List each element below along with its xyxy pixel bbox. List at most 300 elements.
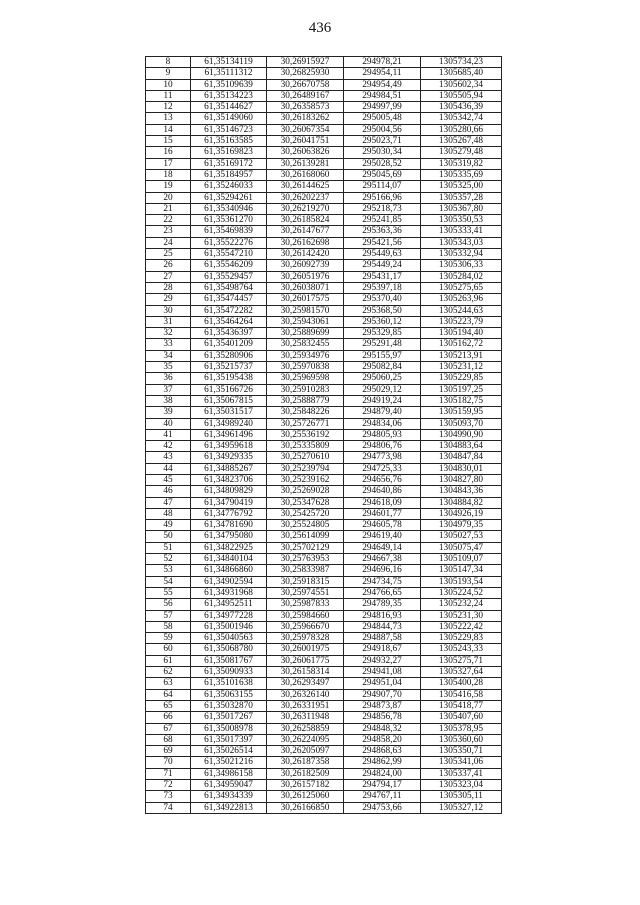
- point-number-cell: 20: [146, 192, 191, 203]
- x-coordinate-cell: 295029,12: [344, 384, 421, 395]
- longitude-cell: 30,25966670: [267, 621, 344, 632]
- latitude-cell: 61,35547210: [191, 249, 267, 260]
- latitude-cell: 61,35169172: [191, 158, 267, 169]
- point-number-cell: 42: [146, 441, 191, 452]
- table-row: [146, 542, 502, 553]
- longitude-cell: 30,26001975: [267, 644, 344, 655]
- table-row: [146, 249, 502, 260]
- table-row: [146, 181, 502, 192]
- y-coordinate-cell: 1305305,11: [421, 791, 502, 802]
- x-coordinate-cell: 295363,36: [344, 226, 421, 237]
- longitude-cell: 30,25269028: [267, 486, 344, 497]
- table-row: [146, 474, 502, 485]
- latitude-cell: 61,35101638: [191, 678, 267, 689]
- table-row: [146, 554, 502, 565]
- table-row: [146, 79, 502, 90]
- table-row: [146, 599, 502, 610]
- x-coordinate-cell: 295030,34: [344, 147, 421, 158]
- table-row: [146, 746, 502, 757]
- longitude-cell: 30,26125060: [267, 791, 344, 802]
- point-number-cell: 67: [146, 723, 191, 734]
- y-coordinate-cell: 1305194,40: [421, 328, 502, 339]
- y-coordinate-cell: 1304884,82: [421, 497, 502, 508]
- table-row: [146, 147, 502, 158]
- point-number-cell: 63: [146, 678, 191, 689]
- y-coordinate-cell: 1304926,19: [421, 508, 502, 519]
- table-row: [146, 689, 502, 700]
- longitude-cell: 30,26670758: [267, 79, 344, 90]
- table-row: [146, 418, 502, 429]
- x-coordinate-cell: 295060,25: [344, 373, 421, 384]
- x-coordinate-cell: 294907,70: [344, 689, 421, 700]
- x-coordinate-cell: 295421,56: [344, 237, 421, 248]
- longitude-cell: 30,26224095: [267, 734, 344, 745]
- point-number-cell: 10: [146, 79, 191, 90]
- y-coordinate-cell: 1304830,01: [421, 463, 502, 474]
- longitude-cell: 30,26205097: [267, 746, 344, 757]
- y-coordinate-cell: 1304843,36: [421, 486, 502, 497]
- longitude-cell: 30,25702129: [267, 542, 344, 553]
- latitude-cell: 61,34885267: [191, 463, 267, 474]
- longitude-cell: 30,26144625: [267, 181, 344, 192]
- table-row: [146, 621, 502, 632]
- point-number-cell: 46: [146, 486, 191, 497]
- latitude-cell: 61,35090933: [191, 667, 267, 678]
- point-number-cell: 54: [146, 576, 191, 587]
- y-coordinate-cell: 1305182,75: [421, 395, 502, 406]
- y-coordinate-cell: 1305378,95: [421, 723, 502, 734]
- y-coordinate-cell: 1305159,95: [421, 407, 502, 418]
- point-number-cell: 43: [146, 452, 191, 463]
- x-coordinate-cell: 294794,17: [344, 780, 421, 791]
- x-coordinate-cell: 295431,17: [344, 271, 421, 282]
- table-row: [146, 667, 502, 678]
- longitude-cell: 30,26162698: [267, 237, 344, 248]
- y-coordinate-cell: 1305685,40: [421, 68, 502, 79]
- x-coordinate-cell: 294844,73: [344, 621, 421, 632]
- latitude-cell: 61,35068780: [191, 644, 267, 655]
- latitude-cell: 61,35017397: [191, 734, 267, 745]
- y-coordinate-cell: 1305275,65: [421, 282, 502, 293]
- table-row: [146, 169, 502, 180]
- latitude-cell: 61,35111312: [191, 68, 267, 79]
- longitude-cell: 30,25970838: [267, 362, 344, 373]
- y-coordinate-cell: 1305341,06: [421, 757, 502, 768]
- latitude-cell: 61,35529457: [191, 271, 267, 282]
- point-number-cell: 28: [146, 282, 191, 293]
- page-number: 436: [308, 20, 332, 36]
- point-number-cell: 57: [146, 610, 191, 621]
- y-coordinate-cell: 1305319,82: [421, 158, 502, 169]
- table-row: [146, 260, 502, 271]
- latitude-cell: 61,35498764: [191, 282, 267, 293]
- longitude-cell: 30,25974551: [267, 587, 344, 598]
- x-coordinate-cell: 294618,09: [344, 497, 421, 508]
- longitude-cell: 30,26063826: [267, 147, 344, 158]
- point-number-cell: 11: [146, 90, 191, 101]
- y-coordinate-cell: 1305342,74: [421, 113, 502, 124]
- y-coordinate-cell: 1305093,70: [421, 418, 502, 429]
- point-number-cell: 52: [146, 554, 191, 565]
- x-coordinate-cell: 294773,98: [344, 452, 421, 463]
- y-coordinate-cell: 1305325,00: [421, 181, 502, 192]
- latitude-cell: 61,35436397: [191, 328, 267, 339]
- table-row: [146, 350, 502, 361]
- table-row: [146, 395, 502, 406]
- point-number-cell: 25: [146, 249, 191, 260]
- point-number-cell: 58: [146, 621, 191, 632]
- point-number-cell: 74: [146, 802, 191, 813]
- point-number-cell: 41: [146, 429, 191, 440]
- y-coordinate-cell: 1305416,58: [421, 689, 502, 700]
- y-coordinate-cell: 1305193,54: [421, 576, 502, 587]
- point-number-cell: 59: [146, 633, 191, 644]
- x-coordinate-cell: 294856,78: [344, 712, 421, 723]
- latitude-cell: 61,35032870: [191, 700, 267, 711]
- x-coordinate-cell: 294918,67: [344, 644, 421, 655]
- table-row: [146, 497, 502, 508]
- x-coordinate-cell: 294862,99: [344, 757, 421, 768]
- longitude-cell: 30,26311948: [267, 712, 344, 723]
- latitude-cell: 61,35031517: [191, 407, 267, 418]
- y-coordinate-cell: 1305197,25: [421, 384, 502, 395]
- x-coordinate-cell: 294766,65: [344, 587, 421, 598]
- longitude-cell: 30,25425720: [267, 508, 344, 519]
- point-number-cell: 47: [146, 497, 191, 508]
- longitude-cell: 30,26158314: [267, 667, 344, 678]
- table-row: [146, 68, 502, 79]
- longitude-cell: 30,26183262: [267, 113, 344, 124]
- table-row: [146, 407, 502, 418]
- longitude-cell: 30,26219270: [267, 203, 344, 214]
- latitude-cell: 61,35522276: [191, 237, 267, 248]
- x-coordinate-cell: 295005,48: [344, 113, 421, 124]
- latitude-cell: 61,35063155: [191, 689, 267, 700]
- latitude-cell: 61,35169823: [191, 147, 267, 158]
- y-coordinate-cell: 1305418,77: [421, 700, 502, 711]
- table-row: [146, 802, 502, 813]
- longitude-cell: 30,26067354: [267, 124, 344, 135]
- point-number-cell: 31: [146, 316, 191, 327]
- longitude-cell: 30,25347628: [267, 497, 344, 508]
- y-coordinate-cell: 1305333,41: [421, 226, 502, 237]
- point-number-cell: 45: [146, 474, 191, 485]
- point-number-cell: 34: [146, 350, 191, 361]
- x-coordinate-cell: 295368,50: [344, 305, 421, 316]
- longitude-cell: 30,25969598: [267, 373, 344, 384]
- latitude-cell: 61,35067815: [191, 395, 267, 406]
- y-coordinate-cell: 1305367,80: [421, 203, 502, 214]
- table-row: [146, 486, 502, 497]
- x-coordinate-cell: 294997,99: [344, 102, 421, 113]
- table-row: [146, 226, 502, 237]
- longitude-cell: 30,25934976: [267, 350, 344, 361]
- longitude-cell: 30,26142420: [267, 249, 344, 260]
- latitude-cell: 61,34809829: [191, 486, 267, 497]
- point-number-cell: 70: [146, 757, 191, 768]
- table-row: [146, 203, 502, 214]
- table-row: [146, 441, 502, 452]
- x-coordinate-cell: 295241,85: [344, 215, 421, 226]
- table-row: [146, 90, 502, 101]
- x-coordinate-cell: 294951,04: [344, 678, 421, 689]
- latitude-cell: 61,34866860: [191, 565, 267, 576]
- latitude-cell: 61,34931968: [191, 587, 267, 598]
- point-number-cell: 19: [146, 181, 191, 192]
- table-row: [146, 316, 502, 327]
- point-number-cell: 18: [146, 169, 191, 180]
- y-coordinate-cell: 1305360,60: [421, 734, 502, 745]
- y-coordinate-cell: 1305027,53: [421, 531, 502, 542]
- x-coordinate-cell: 294978,21: [344, 57, 421, 68]
- y-coordinate-cell: 1305327,64: [421, 667, 502, 678]
- longitude-cell: 30,25987833: [267, 599, 344, 610]
- latitude-cell: 61,35026514: [191, 746, 267, 757]
- longitude-cell: 30,25978328: [267, 633, 344, 644]
- longitude-cell: 30,25536192: [267, 429, 344, 440]
- x-coordinate-cell: 294767,11: [344, 791, 421, 802]
- latitude-cell: 61,34929335: [191, 452, 267, 463]
- latitude-cell: 61,35280906: [191, 350, 267, 361]
- latitude-cell: 61,34922813: [191, 802, 267, 813]
- longitude-cell: 30,26326140: [267, 689, 344, 700]
- table-row: [146, 644, 502, 655]
- x-coordinate-cell: 294667,38: [344, 554, 421, 565]
- x-coordinate-cell: 294734,75: [344, 576, 421, 587]
- table-row: [146, 757, 502, 768]
- x-coordinate-cell: 294605,78: [344, 520, 421, 531]
- coordinates-table: [145, 56, 502, 814]
- latitude-cell: 61,35017267: [191, 712, 267, 723]
- y-coordinate-cell: 1305109,07: [421, 554, 502, 565]
- point-number-cell: 27: [146, 271, 191, 282]
- coordinates-table-body: [146, 57, 502, 814]
- y-coordinate-cell: 1305232,24: [421, 599, 502, 610]
- point-number-cell: 24: [146, 237, 191, 248]
- table-row: [146, 124, 502, 135]
- longitude-cell: 30,25524805: [267, 520, 344, 531]
- longitude-cell: 30,25918315: [267, 576, 344, 587]
- x-coordinate-cell: 295370,40: [344, 294, 421, 305]
- y-coordinate-cell: 1304990,90: [421, 429, 502, 440]
- y-coordinate-cell: 1305284,02: [421, 271, 502, 282]
- table-row: [146, 282, 502, 293]
- latitude-cell: 61,35081767: [191, 655, 267, 666]
- y-coordinate-cell: 1305343,03: [421, 237, 502, 248]
- longitude-cell: 30,26051976: [267, 271, 344, 282]
- x-coordinate-cell: 294619,40: [344, 531, 421, 542]
- y-coordinate-cell: 1305323,04: [421, 780, 502, 791]
- y-coordinate-cell: 1305229,83: [421, 633, 502, 644]
- y-coordinate-cell: 1305337,41: [421, 768, 502, 779]
- x-coordinate-cell: 295045,69: [344, 169, 421, 180]
- longitude-cell: 30,26489167: [267, 90, 344, 101]
- y-coordinate-cell: 1305505,94: [421, 90, 502, 101]
- latitude-cell: 61,35146723: [191, 124, 267, 135]
- latitude-cell: 61,34959618: [191, 441, 267, 452]
- point-number-cell: 73: [146, 791, 191, 802]
- latitude-cell: 61,35134119: [191, 57, 267, 68]
- table-row: [146, 610, 502, 621]
- longitude-cell: 30,26147677: [267, 226, 344, 237]
- table-row: [146, 305, 502, 316]
- table-row: [146, 384, 502, 395]
- y-coordinate-cell: 1305267,48: [421, 136, 502, 147]
- latitude-cell: 61,34776792: [191, 508, 267, 519]
- latitude-cell: 61,34823706: [191, 474, 267, 485]
- point-number-cell: 48: [146, 508, 191, 519]
- point-number-cell: 72: [146, 780, 191, 791]
- table-row: [146, 215, 502, 226]
- longitude-cell: 30,26157182: [267, 780, 344, 791]
- y-coordinate-cell: 1304847,84: [421, 452, 502, 463]
- longitude-cell: 30,26825930: [267, 68, 344, 79]
- longitude-cell: 30,25943061: [267, 316, 344, 327]
- point-number-cell: 51: [146, 542, 191, 553]
- point-number-cell: 22: [146, 215, 191, 226]
- x-coordinate-cell: 295449,63: [344, 249, 421, 260]
- longitude-cell: 30,25889699: [267, 328, 344, 339]
- x-coordinate-cell: 295449,24: [344, 260, 421, 271]
- longitude-cell: 30,26258859: [267, 723, 344, 734]
- longitude-cell: 30,25910283: [267, 384, 344, 395]
- x-coordinate-cell: 295028,52: [344, 158, 421, 169]
- point-number-cell: 9: [146, 68, 191, 79]
- point-number-cell: 32: [146, 328, 191, 339]
- latitude-cell: 61,35294261: [191, 192, 267, 203]
- x-coordinate-cell: 294601,77: [344, 508, 421, 519]
- x-coordinate-cell: 295114,07: [344, 181, 421, 192]
- point-number-cell: 61: [146, 655, 191, 666]
- longitude-cell: 30,25614099: [267, 531, 344, 542]
- latitude-cell: 61,35215737: [191, 362, 267, 373]
- latitude-cell: 61,35021216: [191, 757, 267, 768]
- x-coordinate-cell: 295004,56: [344, 124, 421, 135]
- point-number-cell: 17: [146, 158, 191, 169]
- longitude-cell: 30,26017575: [267, 294, 344, 305]
- longitude-cell: 30,26331951: [267, 700, 344, 711]
- longitude-cell: 30,25981570: [267, 305, 344, 316]
- x-coordinate-cell: 295397,18: [344, 282, 421, 293]
- point-number-cell: 35: [146, 362, 191, 373]
- point-number-cell: 68: [146, 734, 191, 745]
- longitude-cell: 30,26168060: [267, 169, 344, 180]
- y-coordinate-cell: 1305350,53: [421, 215, 502, 226]
- table-row: [146, 373, 502, 384]
- latitude-cell: 61,34959047: [191, 780, 267, 791]
- table-row: [146, 237, 502, 248]
- point-number-cell: 21: [146, 203, 191, 214]
- latitude-cell: 61,34822925: [191, 542, 267, 553]
- table-row: [146, 576, 502, 587]
- latitude-cell: 61,35163585: [191, 136, 267, 147]
- point-number-cell: 69: [146, 746, 191, 757]
- point-number-cell: 30: [146, 305, 191, 316]
- point-number-cell: 37: [146, 384, 191, 395]
- y-coordinate-cell: 1305147,34: [421, 565, 502, 576]
- y-coordinate-cell: 1305263,96: [421, 294, 502, 305]
- point-number-cell: 40: [146, 418, 191, 429]
- point-number-cell: 33: [146, 339, 191, 350]
- longitude-cell: 30,25833987: [267, 565, 344, 576]
- point-number-cell: 65: [146, 700, 191, 711]
- point-number-cell: 13: [146, 113, 191, 124]
- latitude-cell: 61,35546209: [191, 260, 267, 271]
- latitude-cell: 61,35340946: [191, 203, 267, 214]
- latitude-cell: 61,35144627: [191, 102, 267, 113]
- y-coordinate-cell: 1305231,12: [421, 362, 502, 373]
- x-coordinate-cell: 294873,87: [344, 700, 421, 711]
- y-coordinate-cell: 1305357,28: [421, 192, 502, 203]
- longitude-cell: 30,25848226: [267, 407, 344, 418]
- x-coordinate-cell: 294984,51: [344, 90, 421, 101]
- x-coordinate-cell: 294805,93: [344, 429, 421, 440]
- longitude-cell: 30,25832455: [267, 339, 344, 350]
- table-row: [146, 57, 502, 68]
- longitude-cell: 30,26092739: [267, 260, 344, 271]
- latitude-cell: 61,35195438: [191, 373, 267, 384]
- table-row: [146, 655, 502, 666]
- point-number-cell: 36: [146, 373, 191, 384]
- longitude-cell: 30,26038071: [267, 282, 344, 293]
- longitude-cell: 30,26041751: [267, 136, 344, 147]
- y-coordinate-cell: 1305162,72: [421, 339, 502, 350]
- point-number-cell: 16: [146, 147, 191, 158]
- longitude-cell: 30,26202237: [267, 192, 344, 203]
- y-coordinate-cell: 1305244,63: [421, 305, 502, 316]
- latitude-cell: 61,35361270: [191, 215, 267, 226]
- latitude-cell: 61,35166726: [191, 384, 267, 395]
- table-row: [146, 633, 502, 644]
- point-number-cell: 56: [146, 599, 191, 610]
- point-number-cell: 71: [146, 768, 191, 779]
- longitude-cell: 30,26293497: [267, 678, 344, 689]
- x-coordinate-cell: 294649,14: [344, 542, 421, 553]
- point-number-cell: 12: [146, 102, 191, 113]
- table-row: [146, 328, 502, 339]
- x-coordinate-cell: 294824,00: [344, 768, 421, 779]
- y-coordinate-cell: 1305231,30: [421, 610, 502, 621]
- latitude-cell: 61,35001946: [191, 621, 267, 632]
- longitude-cell: 30,26166850: [267, 802, 344, 813]
- table-row: [146, 791, 502, 802]
- longitude-cell: 30,25239162: [267, 474, 344, 485]
- table-row: [146, 294, 502, 305]
- table-row: [146, 678, 502, 689]
- longitude-cell: 30,25239794: [267, 463, 344, 474]
- table-row: [146, 712, 502, 723]
- point-number-cell: 29: [146, 294, 191, 305]
- longitude-cell: 30,25763953: [267, 554, 344, 565]
- x-coordinate-cell: 295291,48: [344, 339, 421, 350]
- longitude-cell: 30,25726771: [267, 418, 344, 429]
- y-coordinate-cell: 1305332,94: [421, 249, 502, 260]
- latitude-cell: 61,34986158: [191, 768, 267, 779]
- y-coordinate-cell: 1305213,91: [421, 350, 502, 361]
- latitude-cell: 61,35134223: [191, 90, 267, 101]
- latitude-cell: 61,35474457: [191, 294, 267, 305]
- x-coordinate-cell: 294834,06: [344, 418, 421, 429]
- longitude-cell: 30,25888779: [267, 395, 344, 406]
- table-row: [146, 700, 502, 711]
- longitude-cell: 30,26915927: [267, 57, 344, 68]
- point-number-cell: 50: [146, 531, 191, 542]
- longitude-cell: 30,26358573: [267, 102, 344, 113]
- table-row: [146, 780, 502, 791]
- y-coordinate-cell: 1305335,69: [421, 169, 502, 180]
- y-coordinate-cell: 1305280,66: [421, 124, 502, 135]
- longitude-cell: 30,26139281: [267, 158, 344, 169]
